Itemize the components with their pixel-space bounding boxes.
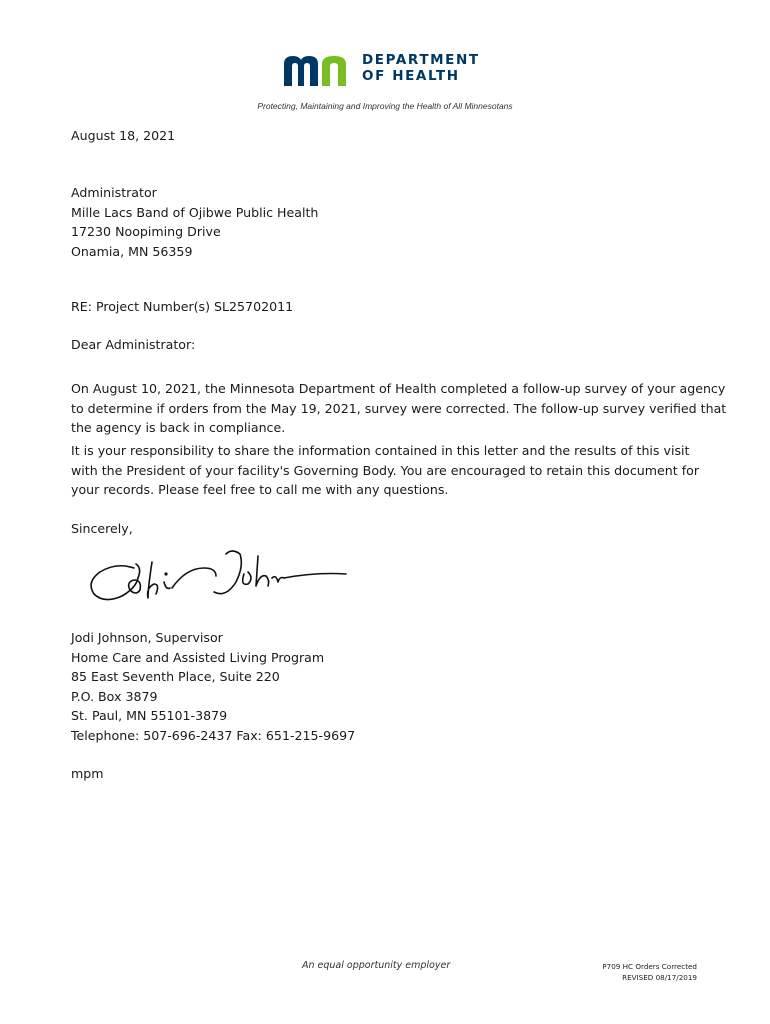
tagline: Protecting, Maintaining and Improving the Health of All Minnesotans (257, 101, 513, 111)
mdh-logo (284, 52, 494, 90)
signer-block (71, 628, 355, 745)
paragraph-line: On August 10, 2021, the Minnesota Department of Health completed a follow-up survey of your agency (71, 381, 726, 396)
paragraph-1 (71, 379, 726, 438)
signer-line: St. Paul, MN 55101-3879 (71, 708, 228, 723)
paragraph-line: your records. Please feel free to call me with any questions. (71, 482, 449, 497)
logo-line-of-health: OF HEALTH (362, 68, 460, 84)
typist-initials: mpm (71, 766, 104, 781)
recipient-line: Mille Lacs Band of Ojibwe Public Health (71, 204, 319, 220)
paragraph-line: It is your responsibility to share the information contained in this letter and the results of this visit (71, 443, 690, 458)
re-line: RE: Project Number(s) SL25702011 (71, 299, 294, 314)
paragraph-line: to determine if orders from the May 19, 2021, survey were corrected. The follow-up survey verified that (71, 400, 727, 416)
handwritten-signature (86, 538, 348, 614)
footer-equal-opportunity: An equal opportunity employer (302, 960, 451, 971)
recipient-address (71, 183, 318, 261)
paragraph-line: the agency is back in compliance. (71, 420, 286, 435)
signer-line: Jodi Johnson, Supervisor (71, 630, 223, 645)
recipient-line: 17230 Noopiming Drive (71, 224, 221, 239)
recipient-line: Administrator (71, 185, 157, 200)
footer-form-info (602, 961, 697, 983)
letter-date: August 18, 2021 (71, 128, 176, 143)
salutation: Dear Administrator: (71, 337, 196, 352)
signer-line: Telephone: 507-696-2437 Fax: 651-215-9697 (71, 727, 356, 743)
signer-line: P.O. Box 3879 (71, 688, 158, 704)
paragraph-line: with the President of your facility's Governing Body. You are encouraged to retain this document for (71, 462, 700, 478)
mn-logo-mark-icon (284, 54, 354, 86)
signer-line: Home Care and Assisted Living Program (71, 649, 325, 665)
recipient-line: Onamia, MN 56359 (71, 243, 193, 259)
logo-line-department: DEPARTMENT (362, 52, 480, 68)
revised-date: REVISED 08/17/2019 (622, 973, 697, 982)
form-id: P709 HC Orders Corrected (602, 962, 697, 971)
logo-wordmark (362, 52, 480, 84)
closing: Sincerely, (71, 521, 133, 536)
paragraph-2 (71, 441, 699, 500)
signer-line: 85 East Seventh Place, Suite 220 (71, 669, 280, 684)
